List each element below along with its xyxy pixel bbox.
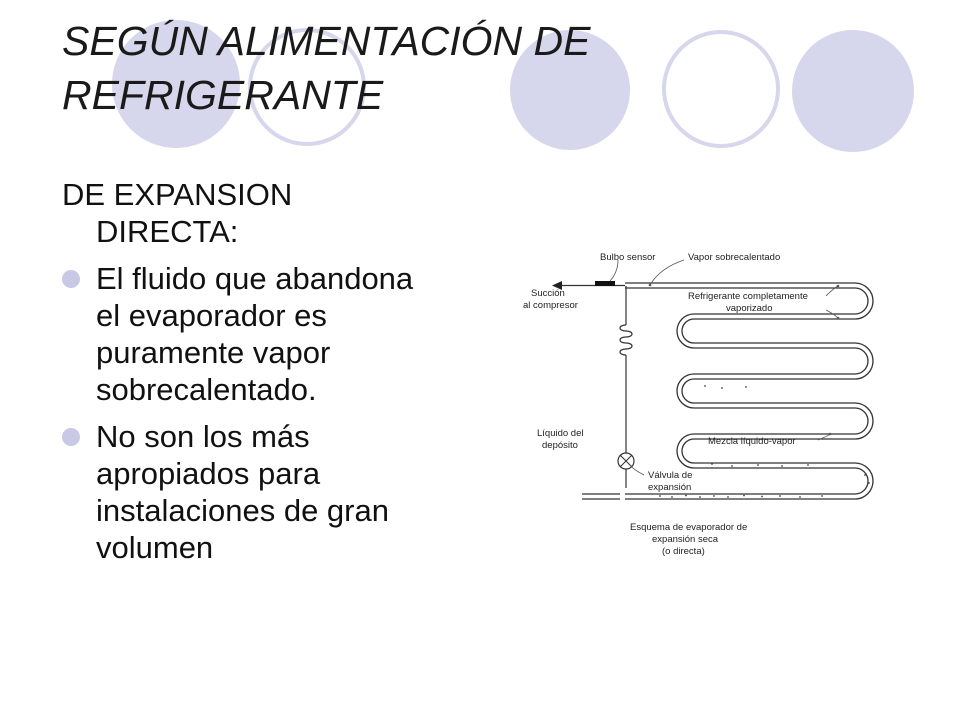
body-heading: DIRECTA:: [96, 214, 239, 249]
tube-outer: [625, 283, 873, 499]
bullet-text: instalaciones de gran: [96, 493, 389, 528]
label-superheated-vapor: Vapor sobrecalentado: [688, 252, 781, 263]
bullet-text: El fluido que abandona: [96, 261, 414, 296]
body-heading: DE EXPANSION: [62, 177, 293, 212]
diagram-caption: expansión seca: [652, 534, 719, 545]
bullet-dot-icon: [62, 270, 80, 288]
bullet-item: [62, 418, 502, 566]
label-bulb-sensor: Bulbo sensor: [600, 252, 656, 263]
slide-title: [62, 14, 762, 122]
label-suction: al compresor: [523, 300, 578, 311]
label-liquid-vapor-mix: Mezcla líquido-vapor: [708, 436, 796, 447]
diagram-caption: Esquema de evaporador de: [630, 522, 748, 533]
bullet-text: No son los más: [96, 419, 310, 454]
label-liquid-source: Líquido del: [537, 428, 584, 439]
bullet-text: puramente vapor: [96, 335, 331, 370]
bullet-text: el evaporador es: [96, 298, 327, 333]
label-vaporized: vaporizado: [726, 303, 773, 314]
slide-body: [62, 176, 502, 566]
label-suction: Succión: [531, 288, 565, 299]
bullet-text: apropiados para: [96, 456, 321, 491]
label-expansion-valve: Válvula de: [648, 470, 693, 481]
bullet-item: [62, 260, 502, 408]
bullet-text: sobrecalentado.: [96, 372, 317, 407]
label-liquid-source: depósito: [542, 440, 578, 451]
bullet-text: volumen: [96, 530, 214, 565]
bullet-dot-icon: [62, 428, 80, 446]
label-expansion-valve: expansión: [648, 482, 692, 493]
evaporator-diagram: [500, 240, 890, 580]
decor-circle: [792, 30, 914, 152]
bulb-sensor-icon: [595, 281, 615, 286]
title-line: SEGÚN ALIMENTACIÓN DE: [62, 18, 591, 64]
capillary-coil: [620, 325, 632, 355]
diagram-caption: (o directa): [662, 546, 705, 557]
label-vaporized: Refrigerante completamente: [688, 291, 808, 302]
title-line: REFRIGERANTE: [62, 72, 384, 118]
